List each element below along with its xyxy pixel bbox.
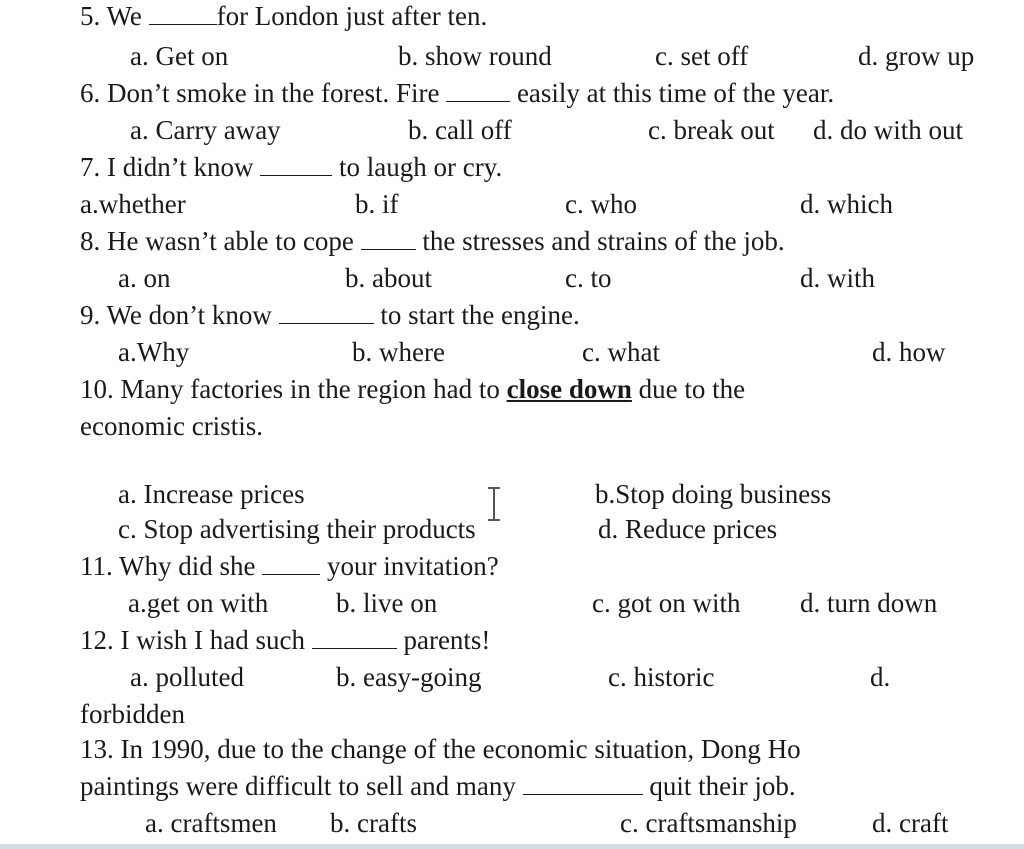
question-10-text-end: due to the (631, 374, 746, 404)
question-9-text-end: to start the engine. (373, 300, 580, 330)
option-5d: d. grow up (858, 41, 975, 71)
answer-blank (149, 2, 217, 25)
option-13b: b. crafts (330, 808, 417, 838)
option-8c: c. to (565, 263, 612, 293)
question-13-line-2 (80, 770, 796, 802)
option-9b: b. where (352, 337, 445, 367)
option-12c: c. historic (608, 662, 715, 692)
option-6d: d. do with out (813, 115, 964, 145)
option-10d: d. Reduce prices (598, 514, 778, 544)
question-7-text-end: to laugh or cry. (332, 152, 503, 182)
option-13d: d. craft (872, 808, 949, 838)
option-12d-continued: forbidden (80, 699, 185, 729)
question-13: 13. In 1990, due to the change of the economic situation, Dong Ho (80, 734, 801, 764)
option-9c: c. what (582, 337, 660, 367)
question-6-text-start: 6. Don’t smoke in the forest. Fire (80, 78, 447, 108)
question-5 (80, 0, 487, 32)
question-11-text-start: 11. Why did she (80, 551, 263, 581)
answer-blank (361, 227, 416, 250)
question-12-text-start: 12. I wish I had such (80, 625, 312, 655)
answer-blank (260, 153, 332, 176)
option-13a: a. craftsmen (145, 808, 277, 838)
question-7-text-start: 7. I didn’t know (80, 152, 261, 182)
option-12d: d. (870, 662, 891, 692)
question-10 (80, 373, 745, 405)
text-cursor-icon (487, 487, 501, 521)
question-6-text-end: easily at this time of the year. (510, 78, 835, 108)
answer-blank (523, 772, 643, 795)
question-10-line-2: economic cristis. (80, 411, 263, 441)
option-5b: b. show round (398, 41, 552, 71)
question-8-text-start: 8. He wasn’t able to cope (80, 226, 361, 256)
option-5c: c. set off (655, 41, 749, 71)
underlined-phrase: close down (506, 374, 632, 404)
option-11d: d. turn down (800, 588, 938, 618)
question-5-text-start: 5. We (80, 1, 149, 31)
option-13c: c. craftsmanship (620, 808, 797, 838)
question-13-text-end: quit their job. (642, 771, 796, 801)
answer-blank (312, 626, 397, 649)
option-12b: b. easy-going (336, 662, 482, 692)
answer-blank (262, 552, 320, 575)
question-9-text-start: 9. We don’t know (80, 300, 279, 330)
question-8-text-end: the stresses and strains of the job. (415, 226, 785, 256)
option-7a: a.whether (80, 189, 186, 219)
question-5-text-end: for London just after ten. (216, 1, 488, 31)
answer-blank (446, 79, 510, 102)
option-10c: c. Stop advertising their products (118, 514, 476, 544)
question-10-text-start: 10. Many factories in the region had to (80, 374, 507, 404)
question-12 (80, 624, 490, 656)
option-11c: c. got on with (592, 588, 741, 618)
option-7c: c. who (565, 189, 637, 219)
option-11a: a.get on with (128, 588, 269, 618)
question-13-text-start: paintings were difficult to sell and many (80, 771, 523, 801)
option-5a: a. Get on (130, 41, 229, 71)
option-6c: c. break out (648, 115, 775, 145)
option-8d: d. with (800, 263, 876, 293)
answer-blank (279, 301, 374, 324)
option-11b: b. live on (336, 588, 438, 618)
question-9 (80, 299, 580, 331)
option-7d: d. which (800, 189, 893, 219)
question-8 (80, 225, 785, 257)
option-7b: b. if (355, 189, 399, 219)
question-12-text-end: parents! (396, 625, 491, 655)
option-6b: b. call off (408, 115, 512, 145)
option-8a: a. on (118, 263, 171, 293)
question-7 (80, 151, 502, 183)
option-10a: a. Increase prices (118, 479, 305, 509)
option-12a: a. polluted (130, 662, 244, 692)
window-bottom-edge (0, 844, 1024, 849)
option-10b: b.Stop doing business (595, 479, 832, 509)
question-11-text-end: your invitation? (320, 551, 499, 581)
option-9d: d. how (872, 337, 946, 367)
option-9a: a.Why (118, 337, 190, 367)
option-6a: a. Carry away (130, 115, 281, 145)
option-8b: b. about (345, 263, 432, 293)
question-6 (80, 77, 834, 109)
question-11 (80, 550, 499, 582)
